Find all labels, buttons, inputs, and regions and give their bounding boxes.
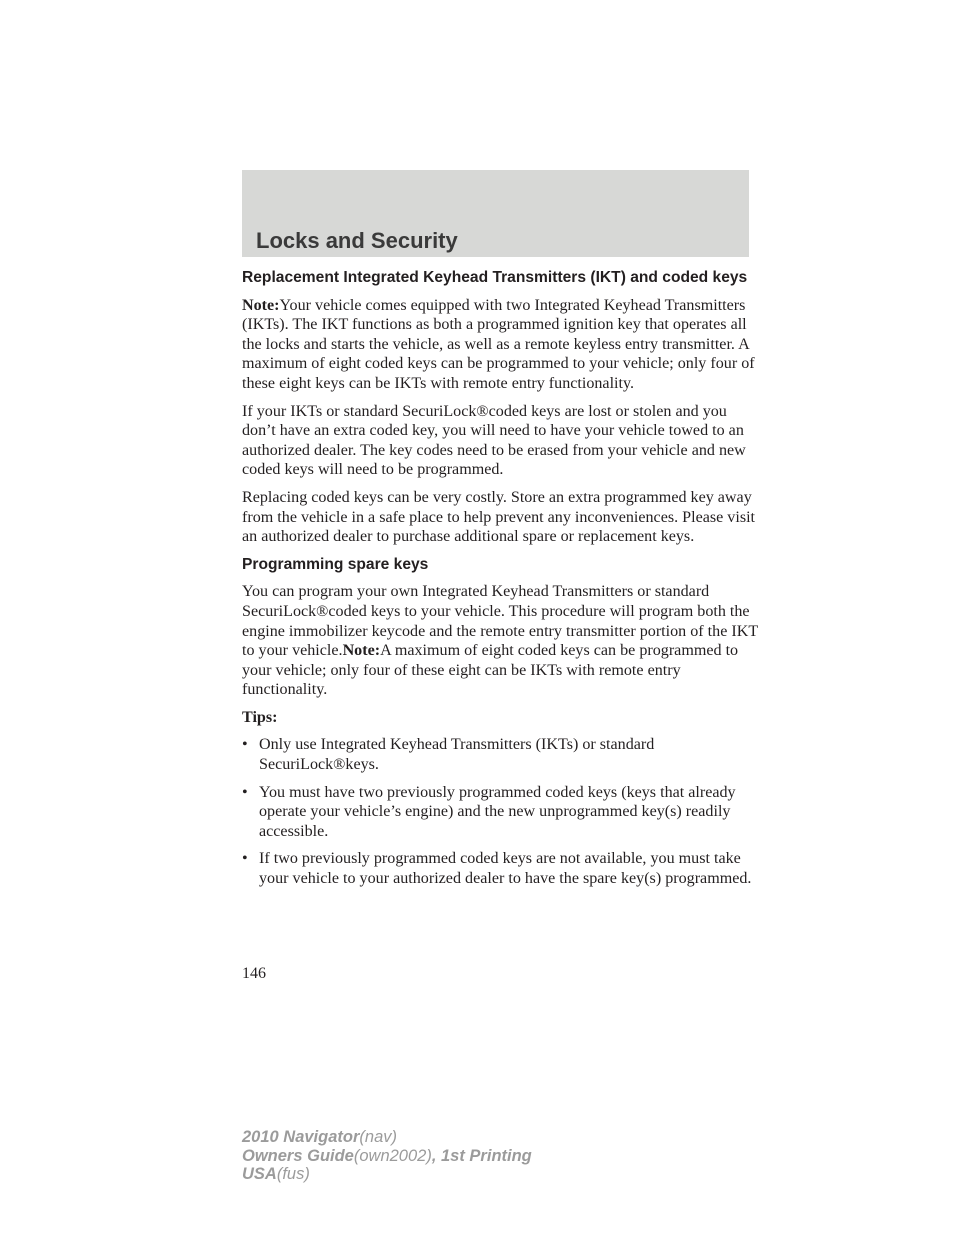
programming-text: You can program your own Integrated Keyhead Transmitters or standard SecuriLock®coded keys to your vehicle. This procedure will program both the engine immobilizer keycode and the remote entry transmitter portion of the IKT to your vehicle. (242, 583, 758, 660)
page-number: 146 (242, 965, 266, 982)
footer-printing: , 1st Printing (431, 1146, 532, 1165)
tips-list (242, 735, 762, 888)
footer-print-info (242, 1128, 532, 1184)
bullet-icon: • (242, 850, 248, 868)
note-label: Note: (242, 296, 280, 314)
programming-paragraph (242, 582, 762, 700)
page-content (242, 268, 762, 897)
footer-guide: Owners Guide (242, 1146, 354, 1165)
footer-model: 2010 Navigator (242, 1128, 360, 1146)
bullet-icon: • (242, 783, 248, 801)
footer-market-code: (fus) (276, 1165, 310, 1183)
tip-text: You must have two previously programmed coded keys (keys that already operate your vehicle’s engine) and the new unprogrammed key(s) readily accessible. (259, 783, 736, 840)
lost-keys-paragraph: If your IKTs or standard SecuriLock®coded keys are lost or stolen and you don’t have an extra coded key, you will need to have your vehicle towed to an authorized dealer. The key codes need to be erased from your vehicle and new coded keys will need to be programmed. (242, 402, 746, 479)
tip-item (242, 849, 762, 888)
tip-text: If two previously programmed coded keys are not available, you must take your vehicle to your authorized dealer to have the spare key(s) programmed. (259, 850, 752, 888)
tip-item (242, 735, 762, 774)
programming-note-text: A maximum of eight coded keys can be programmed to your vehicle; only four of these eight can be IKTs with remote entry functionality. (242, 642, 739, 699)
tip-item (242, 783, 762, 842)
note-text: Your vehicle comes equipped with two Integrated Keyhead Transmitters (IKTs). The IKT functions as both a programmed ignition key that operates all the locks and starts the vehicle, as well as a remote keyless entry transmitter. A maximum of eight coded keys can be programmed to your vehicle; only four of these eight keys can be IKTs with remote entry functionality. (242, 296, 755, 392)
replacement-keys-heading: Replacement Integrated Keyhead Transmitters (IKT) and coded keys (242, 269, 748, 286)
footer-model-code: (nav) (359, 1128, 397, 1146)
programming-note-label: Note: (342, 642, 381, 660)
tips-label: Tips: (242, 708, 278, 726)
tip-text: Only use Integrated Keyhead Transmitters (IKTs) or standard SecuriLock®keys. (259, 736, 655, 774)
section-title: Locks and Security (256, 228, 458, 253)
bullet-icon: • (242, 736, 248, 754)
programming-spare-keys-heading: Programming spare keys (242, 555, 429, 573)
footer-market: USA (242, 1165, 277, 1183)
footer-guide-code: (own2002) (353, 1146, 432, 1165)
replacement-cost-paragraph: Replacing coded keys can be very costly. Store an extra programmed key away from the vehicle in a safe place to help prevent any inconveniences. Please visit an authorized dealer to purchase additional spare or replacement keys. (242, 488, 756, 546)
footer-line-model (242, 1128, 532, 1147)
note-paragraph (242, 296, 762, 394)
footer-line-guide (242, 1147, 532, 1166)
footer-line-market (242, 1165, 532, 1184)
